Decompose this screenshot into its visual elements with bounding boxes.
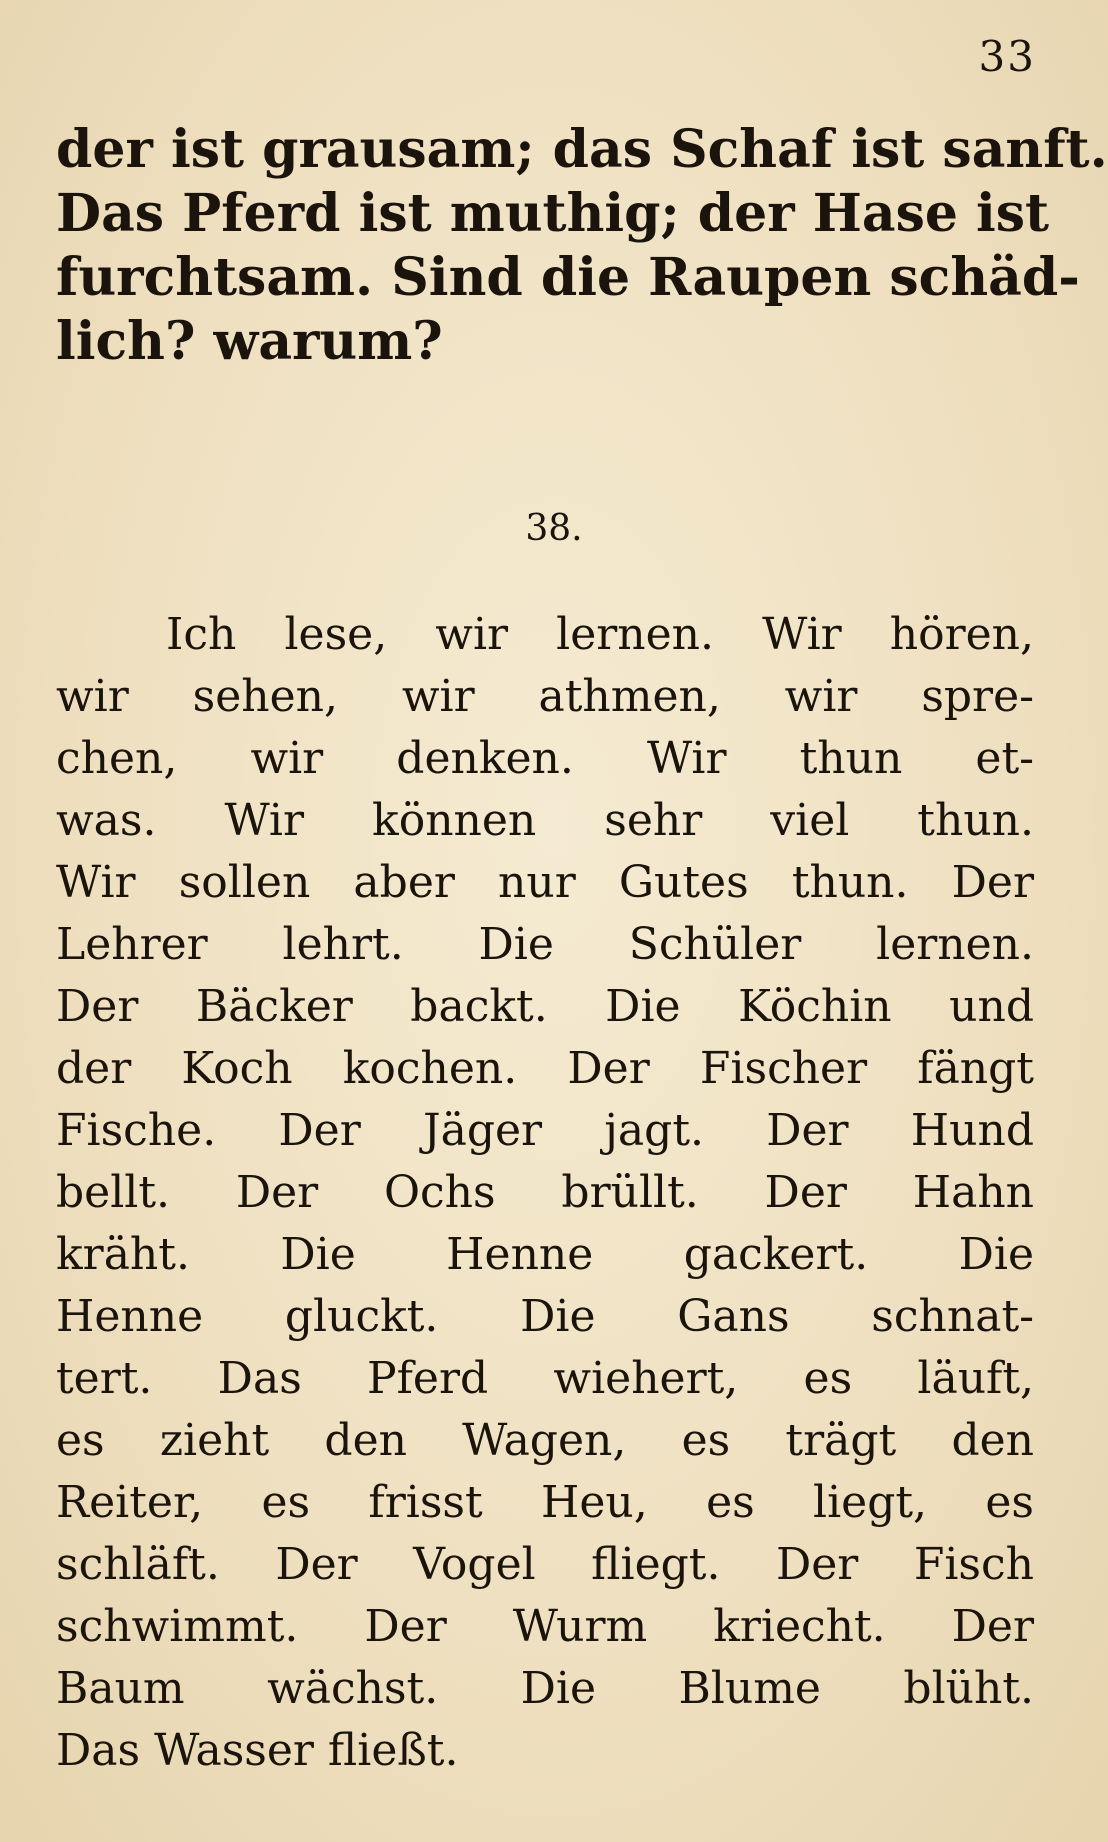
text-line: schläft. Der Vogel fliegt. Der Fisch — [56, 1539, 1034, 1590]
text-line: chen, wir denken. Wir thun et- — [56, 733, 1034, 784]
text-line: Das Wasser fließt. — [56, 1725, 459, 1776]
text-line: Baum wächst. Die Blume blüht. — [56, 1663, 1034, 1714]
section-number: 38. — [525, 508, 583, 549]
text-line: furchtsam. Sind die Raupen schäd- — [56, 247, 1080, 308]
text-line: lich? warum? — [56, 311, 443, 372]
text-line: Fische. Der Jäger jagt. Der Hund — [56, 1105, 1034, 1156]
text-line: Das Pferd ist muthig; der Hase ist — [56, 183, 1050, 244]
text-line: Ich lese, wir lernen. Wir hören, — [166, 609, 1034, 660]
text-line: schwimmt. Der Wurm kriecht. Der — [56, 1601, 1034, 1652]
text-line: Henne gluckt. Die Gans schnat- — [56, 1291, 1034, 1342]
text-line: Wir sollen aber nur Gutes thun. Der — [56, 857, 1034, 908]
page-number: 33 — [978, 32, 1036, 81]
fraktur-paragraph — [56, 118, 1108, 374]
text-line: was. Wir können sehr viel thun. — [56, 795, 1034, 846]
body-paragraph — [56, 604, 1034, 1782]
text-line: der Koch kochen. Der Fischer fängt — [56, 1043, 1034, 1094]
text-line: es zieht den Wagen, es trägt den — [56, 1415, 1034, 1466]
text-line: wir sehen, wir athmen, wir spre- — [56, 671, 1034, 722]
text-line: tert. Das Pferd wiehert, es läuft, — [56, 1353, 1034, 1404]
text-line: Lehrer lehrt. Die Schüler lernen. — [56, 919, 1034, 970]
text-line: Reiter, es frisst Heu, es liegt, es — [56, 1477, 1034, 1528]
text-line: bellt. Der Ochs brüllt. Der Hahn — [56, 1167, 1034, 1218]
text-line: der ist grausam; das Schaf ist sanft. — [56, 119, 1108, 180]
text-line: kräht. Die Henne gackert. Die — [56, 1229, 1034, 1280]
text-line: Der Bäcker backt. Die Köchin und — [56, 981, 1034, 1032]
